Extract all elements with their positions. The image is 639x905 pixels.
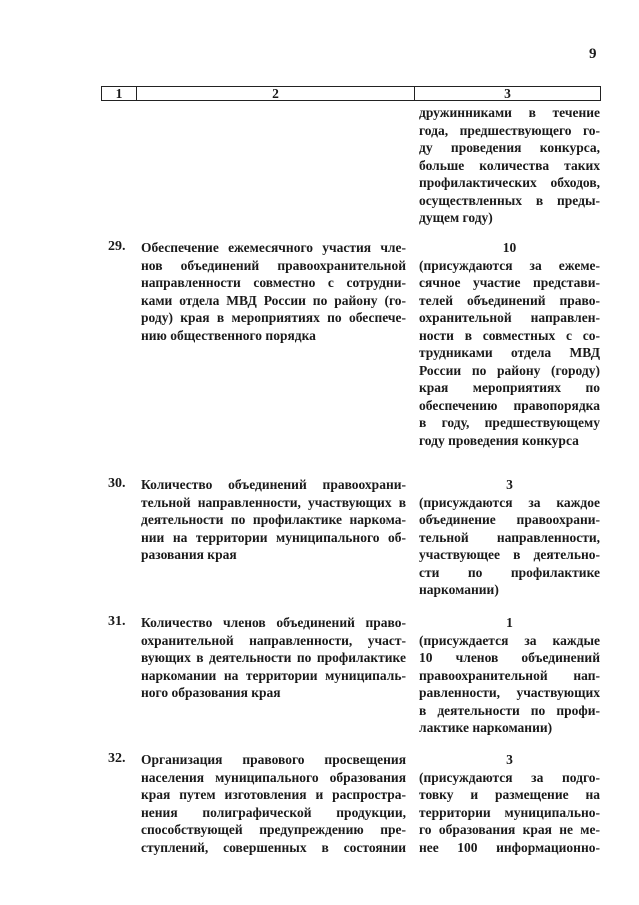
text-line: обеспечению правопорядка: [419, 397, 600, 413]
continuation-text: [419, 104, 600, 227]
table-header: [101, 86, 601, 101]
text-line: участвующее в деятельно-: [419, 547, 600, 562]
text-line: году проведения конкурса: [419, 432, 579, 448]
row-number: 32.: [108, 751, 126, 766]
text-line: в деятельности по профи-: [419, 702, 600, 718]
text-line: ду проведения конкурса,: [419, 140, 600, 155]
row-criterion: [141, 614, 406, 702]
row-criterion: [141, 751, 406, 856]
row-number: 29.: [108, 239, 126, 254]
text-line: наркомании на территории муниципаль-: [141, 667, 406, 683]
text-line: территории муниципально-: [419, 804, 600, 820]
text-line: Обеспечение ежемесячного участия чле-: [141, 240, 406, 255]
text-line: дружинниками в течение: [419, 105, 600, 120]
text-line: сти по профилактике: [419, 564, 600, 580]
text-line: го образования края не ме-: [419, 822, 600, 837]
header-col-2: 2: [137, 87, 415, 100]
page-number: 9: [589, 46, 597, 62]
text-line: лактике наркомании): [419, 720, 553, 735]
row-criterion: [141, 476, 406, 564]
text-line: (присуждается за каждые: [419, 632, 600, 648]
text-line: объединение правоохрани-: [419, 512, 600, 527]
text-line: ками отдела МВД России по району (го-: [141, 292, 406, 308]
text-line: Организация правового просвещения: [141, 752, 406, 767]
row-points-block: [419, 476, 600, 599]
text-line: трудниками отдела МВД: [419, 345, 600, 360]
row-points-block: [419, 751, 600, 856]
row-points: 3: [506, 477, 513, 492]
text-line: телей объединений право-: [419, 292, 600, 308]
text-line: сячное участие представи-: [419, 275, 600, 290]
text-line: (присуждаются за каждое: [419, 494, 600, 510]
text-line: охранительной направленности, участ-: [141, 632, 406, 648]
text-line: ного образования края: [141, 685, 281, 700]
text-line: 10 членов объединений: [419, 650, 600, 665]
row-points-block: [419, 239, 600, 449]
row-number: 30.: [108, 476, 126, 491]
text-line: деятельности по профилактике наркома-: [141, 512, 406, 527]
text-line: осуществленных в преды-: [419, 192, 600, 208]
text-line: Количество членов объединений право-: [141, 615, 406, 630]
header-col-1: 1: [102, 87, 137, 100]
text-line: года, предшествующего го-: [419, 122, 600, 138]
text-line: дущем году): [419, 210, 493, 225]
text-line: (присуждаются за ежеме-: [419, 257, 600, 273]
text-line: тельной направленности,: [419, 529, 600, 545]
text-line: равленности, участвующих: [419, 685, 600, 700]
text-line: больше количества таких: [419, 157, 600, 173]
text-line: нию общественного порядка: [141, 327, 316, 343]
row-points: 3: [506, 752, 513, 767]
text-line: России по району (городу): [419, 362, 600, 378]
text-line: роду) края в мероприятиях по обеспече-: [141, 310, 406, 325]
text-line: ступлений, совершенных в состоянии: [141, 839, 406, 855]
row-points-block: [419, 614, 600, 737]
row-points: 1: [506, 615, 513, 630]
text-line: способствующей предупреждению пре-: [141, 822, 406, 837]
text-line: вующих в деятельности по профилактике: [141, 650, 406, 665]
text-line: правоохранительной нап-: [419, 667, 600, 683]
text-line: тельной направленности, участвующих в: [141, 494, 406, 510]
text-line: ности в совместных с со-: [419, 327, 600, 343]
text-line: края мероприятиях по: [419, 380, 600, 395]
text-line: направленности совместно с сотрудни-: [141, 275, 406, 290]
row-points: 10: [502, 240, 517, 255]
text-line: охранительной направлен-: [419, 310, 600, 325]
text-line: разования края: [141, 547, 237, 562]
text-line: наркомании): [419, 582, 499, 597]
text-line: (присуждаются за подго-: [419, 769, 600, 785]
text-line: товку и размещение на: [419, 787, 600, 802]
text-line: Количество объединений правоохрани-: [141, 477, 406, 492]
text-line: в году, предшествующему: [419, 415, 600, 430]
text-line: нов объединений правоохранительной: [141, 257, 406, 273]
row-criterion: [141, 239, 406, 344]
text-line: населения муниципального образования: [141, 769, 406, 785]
text-line: нее 100 информационно-: [419, 839, 600, 855]
text-line: профилактических обходов,: [419, 175, 600, 190]
text-line: нии на территории муниципального об-: [141, 529, 406, 545]
row-number: 31.: [108, 614, 126, 629]
header-col-3: 3: [504, 85, 511, 101]
text-line: края путем изготовления и распростра-: [141, 787, 406, 802]
text-line: нения полиграфической продукции,: [141, 804, 406, 820]
